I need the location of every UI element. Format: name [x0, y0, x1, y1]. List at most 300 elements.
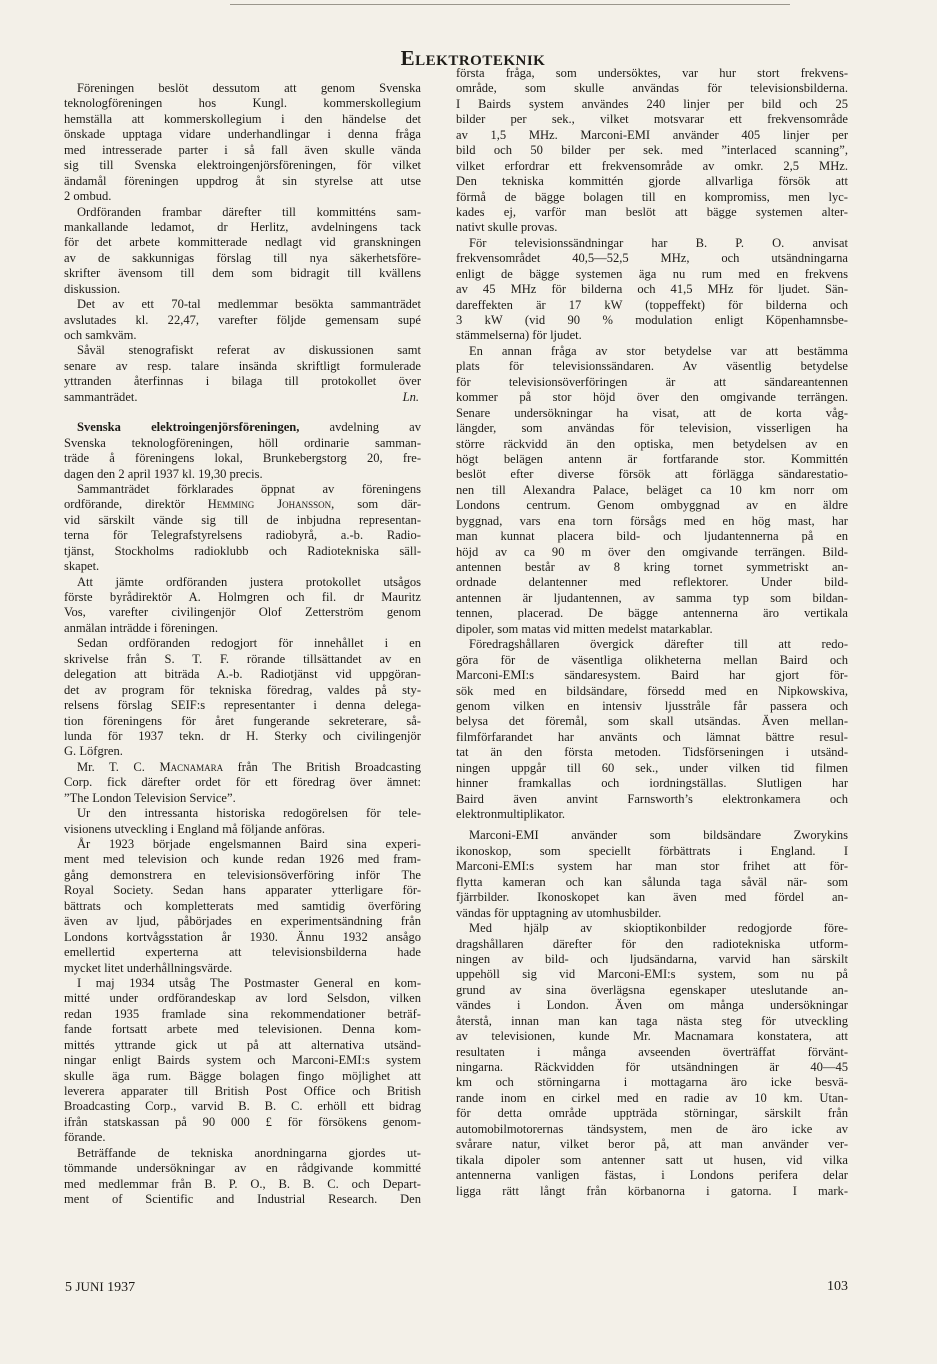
text-line	[64, 991, 421, 1006]
line-text: leverera apparater till British Post Office och British	[64, 1084, 421, 1098]
text-line	[456, 560, 848, 575]
line-text: teknologföreningen hos Kungl. kommerskollegium	[64, 96, 421, 111]
text-line	[64, 852, 421, 867]
line-text: av 45 MHz för bilderna och 41,5 MHz för ljudet. Sän-	[456, 282, 848, 297]
line-text: fande fortsatt arbete med televisionen. Denna kom-	[64, 1022, 421, 1037]
text-line	[64, 1007, 421, 1022]
text-line	[64, 251, 421, 266]
text-line	[64, 451, 421, 466]
line-text: Svenska teknologföreningen, höll ordinarie samman-	[64, 435, 421, 450]
paragraph-gap	[64, 405, 421, 420]
text-line	[64, 127, 421, 142]
line-text: träde å föreningens lokal, Brunkebergstorg 20, fre-	[64, 451, 421, 466]
line-text: Marconi-EMI:s system har man stor frihet att för-	[456, 859, 848, 874]
line-text: anmälan inträdde i föreningen.	[64, 620, 218, 635]
line-text: från The British Broadcasting	[223, 759, 421, 774]
line-text: bild och 50 bilder per sek. med ”interlaced scanning”,	[456, 143, 848, 158]
footer-year: 1937	[107, 1280, 136, 1295]
text-line	[456, 1060, 848, 1075]
line-text: ändamål föreningen uppdrog åt sin styrelse att utse	[64, 173, 421, 188]
text-line	[64, 482, 421, 497]
line-text: grund av sina överlägsna egenskaper uteslutande an-	[456, 982, 848, 997]
text-line	[456, 251, 848, 266]
text-line	[456, 344, 848, 359]
line-text: mittés yttrande gick ut på att alternativa utsänd-	[64, 1037, 421, 1052]
text-line	[456, 684, 848, 699]
text-line	[64, 961, 421, 976]
line-text: byggnad, vars ena torn försågs med en hög mast, har	[456, 513, 848, 528]
line-text: uppehöll sig vid Marconi-EMI:s system, som nu på	[456, 967, 848, 982]
left-column	[64, 81, 421, 1208]
text-line	[456, 1029, 848, 1044]
line-text: Det av ett 70-tal medlemmar besökta sammanträdet	[77, 297, 421, 312]
text-line	[456, 1091, 848, 1106]
text-line	[456, 952, 848, 967]
line-text: högt belägen antenn är fortfarande stor. Kommittén	[456, 451, 848, 466]
text-line	[456, 529, 848, 544]
line-text: ningen uppgår till 60 sek., under vilken tid filmen	[456, 760, 848, 775]
text-line	[64, 189, 421, 204]
line-text: Att jämte ordföranden justera protokollet utsågos	[77, 574, 421, 589]
line-text: enligt de bägge systemen äga nu rum med en frekvens	[456, 266, 848, 281]
line-text: första fråga, som undersöktes, var hur stort frekvens-	[456, 66, 848, 80]
line-text: Royal Society. Sedan hans apparater ytterligare för-	[64, 883, 421, 898]
text-line	[456, 313, 848, 328]
line-text: tjänst, Stockholms radioklubb och Radiotekniska säll-	[64, 543, 421, 558]
line-text: mitté under ordförandeskap av lord Selsdon, vilken	[64, 991, 421, 1006]
text-line	[456, 1137, 848, 1152]
text-line	[456, 267, 848, 282]
line-text: rande inom en cirkel med en radie av 10 km. Utan-	[456, 1090, 848, 1105]
line-text: vändas för upptagning av utomhusbilder.	[456, 905, 662, 920]
text-line	[456, 921, 848, 936]
line-text: skrifter ävensom till dem som bidragit till kvällens	[64, 266, 421, 281]
author-signature: Ln.	[402, 389, 419, 404]
line-text: skulle äga rum. Bägge bolagen fingo möjlighet att	[64, 1068, 421, 1083]
text-line	[456, 699, 848, 714]
text-line	[64, 297, 421, 312]
text-line	[64, 605, 421, 620]
text-line	[64, 513, 421, 528]
line-text: Föredragshållaren övergick därefter till att redo-	[469, 637, 848, 652]
text-line	[64, 621, 421, 636]
line-text: önskade upptaga vidare underhandlingar i denna fråga	[64, 127, 421, 142]
line-text: beslöt efter diverse försök att förlägga sändarestatio-	[456, 467, 848, 482]
line-text: ningarna. Räckvidden för utsändningen är 40—45	[456, 1060, 848, 1074]
line-text: fjärrbilder. Ikonoskopet kan även med fördel an-	[456, 890, 848, 905]
text-line	[64, 914, 421, 929]
text-line	[64, 528, 421, 543]
line-text: dagen den 2 april 1937 kl. 19,30 precis.	[64, 466, 263, 481]
text-line	[456, 807, 848, 822]
text-line	[64, 220, 421, 235]
line-text: gång demonstrera en televisionsöverföring inför The	[64, 867, 421, 882]
line-text: mankallande ledamot, dr Herlitz, avdelningens tack	[64, 219, 421, 234]
line-text: redan 1935 framlade sina rekommendationer beträf-	[64, 1006, 421, 1021]
text-line	[456, 159, 848, 174]
footer-day: 5	[65, 1280, 72, 1295]
text-line	[64, 899, 421, 914]
text-line	[64, 1053, 421, 1068]
line-text: vid särskilt vände sig till de inbjudna representan-	[64, 512, 421, 527]
line-text: I Bairds system användes 240 linjer per bild och 25	[456, 96, 848, 111]
text-line	[456, 714, 848, 729]
text-line	[64, 930, 421, 945]
line-text: förste byrådirektör A. Holmgren och fil. dr Mauritz	[64, 590, 421, 604]
line-text: svårare natur, vilket beror på, att man använder ver-	[456, 1137, 848, 1152]
line-text: G. Löfgren.	[64, 744, 123, 759]
line-text: elektronmultiplikator.	[456, 807, 566, 821]
line-text: förande.	[64, 1130, 106, 1145]
line-text: km och störningarna i mottagarna äro icke besvä-	[456, 1075, 848, 1090]
text-line	[64, 1115, 421, 1130]
text-line	[456, 467, 848, 482]
footer-month: JUNI	[75, 1279, 104, 1294]
line-text: mycket litet underhållningsvärde.	[64, 960, 233, 975]
right-column	[456, 66, 848, 1199]
text-line	[64, 652, 421, 667]
text-line	[64, 112, 421, 127]
line-text: Vos, varefter civilingenjör Olof Zetterström genom	[64, 605, 421, 620]
line-text: ifrån statskassan på 90 000 £ för försökens genom-	[64, 1114, 421, 1129]
text-line	[456, 421, 848, 436]
line-text: förmå de bägge bolagen till en kompromiss, men lyc-	[456, 189, 848, 204]
text-line	[456, 1153, 848, 1168]
text-line	[456, 937, 848, 952]
running-head: Elektroteknik	[400, 46, 546, 70]
text-line	[64, 436, 421, 451]
text-line	[64, 1084, 421, 1099]
text-line	[64, 636, 421, 651]
line-text: automobilmotorernas tändsystem, men de äro icke av	[456, 1121, 848, 1136]
line-text: avdelning av	[299, 420, 422, 435]
text-line	[456, 328, 848, 343]
line-text: Mr. T. C.	[77, 759, 160, 774]
line-text: Den tekniska kommittén gjorde allvarliga försök att	[456, 174, 848, 189]
text-line	[456, 828, 848, 843]
line-text: återstå, innan man kan taga nästa steg för utveckling	[456, 1013, 848, 1028]
text-line	[456, 1075, 848, 1090]
person-name: Macnamara	[159, 759, 224, 774]
text-line	[456, 375, 848, 390]
text-line	[456, 844, 848, 859]
line-text: belysa det föremål, som skall utsändas. Även mellan-	[456, 714, 848, 729]
text-line	[64, 575, 421, 590]
text-line	[456, 730, 848, 745]
line-text: sig till Svenska elektroingenjörsföreningen, för vilket	[64, 158, 421, 173]
line-text: terna för Telegrafstyrelsens radiobyrå, a.-b. Radio-	[64, 528, 421, 543]
text-line	[456, 983, 848, 998]
line-text: sök med en bildsändare, försedd med en Nipkowskiva,	[456, 683, 848, 698]
line-text: antennen består av 8 kring tornet symmetriskt an-	[456, 560, 848, 574]
text-line	[456, 66, 848, 81]
text-line	[64, 775, 421, 790]
line-text: göra för de väsentliga olikheterna mellan Baird och	[456, 652, 848, 667]
text-line	[64, 698, 421, 713]
line-text: Sammanträdet förklarades öppnat av föreningens	[77, 481, 421, 496]
text-line	[456, 406, 848, 421]
line-text: En annan fråga av stor betydelse var att bestämma	[469, 343, 848, 358]
text-line	[456, 591, 848, 606]
text-line	[456, 452, 848, 467]
text-line	[64, 544, 421, 559]
line-text: antennen är ljudantennen, av samma typ som bildan-	[456, 590, 848, 605]
line-text: större räckvidd än den optiska, men betydelsen av en	[456, 436, 848, 451]
text-line	[64, 374, 421, 389]
text-line	[64, 729, 421, 744]
text-line	[64, 791, 421, 806]
text-line	[456, 359, 848, 374]
text-line	[456, 112, 848, 127]
line-text: för det arbete kommitterade nedlagt vid granskningen	[64, 235, 421, 250]
text-line	[456, 1014, 848, 1029]
text-line	[64, 282, 421, 297]
text-line	[64, 174, 421, 189]
text-line	[64, 1146, 421, 1161]
text-line	[456, 97, 848, 112]
line-text: För televisionssändningar har B. P. O. anvisat	[469, 235, 848, 250]
text-line	[64, 328, 421, 343]
text-line	[64, 1177, 421, 1192]
text-line	[64, 467, 421, 482]
text-line	[64, 945, 421, 960]
line-text: kades ej, varför man beslöt att bägge systemen alter-	[456, 204, 848, 219]
line-text: längder, som användas för television, visserligen ha	[456, 421, 848, 436]
text-line	[456, 1045, 848, 1060]
line-text: avslutades kl. 22,47, varefter följde gemensam supé	[64, 312, 421, 327]
text-line	[456, 653, 848, 668]
line-text: ningen av bild- och ljudsändarna, varvid han särskilt	[456, 951, 848, 966]
line-text: senare av resp. talare insända skriftligt formulerade	[64, 358, 421, 373]
text-line	[456, 792, 848, 807]
text-line	[456, 875, 848, 890]
text-line	[456, 220, 848, 235]
text-line	[456, 282, 848, 297]
text-line	[64, 1038, 421, 1053]
line-text: diskussion.	[64, 281, 121, 296]
line-text: delegation att biträda A.-b. Radiotjänst vid uppgöran-	[64, 667, 421, 682]
text-line	[64, 837, 421, 852]
text-line	[64, 390, 421, 405]
text-line	[456, 190, 848, 205]
line-text: ordförande, direktör	[64, 497, 208, 512]
line-text: tat än den första metoden. Tidsförseningen i utsänd-	[456, 745, 848, 760]
line-text: stämmelserna) för ljudet.	[456, 328, 582, 343]
line-text: nativt skulle provas.	[456, 220, 558, 235]
line-text: vändes i London. Även om många undersökningar	[456, 998, 848, 1013]
line-text: Ordföranden frambar därefter till kommitténs sam-	[77, 204, 421, 219]
line-text: även av ljud, påbörjades en experimentsändning från	[64, 914, 421, 929]
line-text: Londons centrum. Genom ombyggnad av en äldre	[456, 498, 848, 513]
text-line	[64, 714, 421, 729]
line-text: ligga rätt långt från körbanorna i gatorna. I mark-	[456, 1183, 848, 1198]
line-text: för televisionsöverföringen är att sändareantennen	[456, 374, 848, 389]
line-text: bilder per sek., vilket motsvarar ett frekvensområde	[456, 112, 848, 127]
line-text: flytta kameran och kan sålunda taga såväl när- som	[456, 874, 848, 889]
line-text: Ur den intressanta historiska redogörelsen för tele-	[77, 806, 421, 821]
text-line	[64, 590, 421, 605]
text-line	[456, 390, 848, 405]
text-line	[64, 822, 421, 837]
text-line	[456, 859, 848, 874]
line-text: lunda för 1937 tekn. dr H. Sterky och civilingenjör	[64, 728, 421, 743]
line-text: kommer på stor höjd över den omgivande terrängen.	[456, 390, 848, 405]
page-number: 103	[827, 1279, 848, 1294]
text-line	[456, 776, 848, 791]
text-line	[64, 1130, 421, 1145]
text-line	[64, 359, 421, 374]
text-line	[64, 667, 421, 682]
line-text: ordnade delantenner med reflektorer. Under bild-	[456, 575, 848, 590]
text-line	[456, 890, 848, 905]
line-text: ment of Scientific and Industrial Research. Den	[64, 1192, 421, 1207]
text-line	[456, 761, 848, 776]
line-text: hemställa att kommerskollegium i den händelse det	[64, 111, 421, 126]
line-text: ningar enligt Bairds system och Marconi-EMI:s system	[64, 1053, 421, 1068]
line-text: , som där-	[331, 497, 421, 512]
text-line	[64, 143, 421, 158]
line-text: 2 ombud.	[64, 189, 112, 204]
text-line	[456, 236, 848, 251]
line-text: Corp. fick därefter ordet för ett föredrag över ämnet:	[64, 775, 421, 790]
line-text: Senare undersökningar ha visat, att de korta våg-	[456, 405, 848, 420]
line-text: plats för televisionssändaren. Av väsentlig betydelse	[456, 359, 848, 374]
line-text: År 1923 började engelsmannen Baird sina experi-	[77, 837, 421, 851]
text-line	[64, 343, 421, 358]
line-text: bättrats och kompletterats med samtidig överföring	[64, 898, 421, 913]
line-text: Såväl stenografiskt referat av diskussionen samt	[77, 343, 421, 358]
line-text: Baird även anvint Farnsworth’s elektronkamera och	[456, 791, 848, 806]
line-text: I maj 1934 utsåg The Postmaster General en kom-	[77, 975, 421, 990]
text-line	[64, 81, 421, 96]
footer-date	[65, 1279, 135, 1296]
line-text: Londons kortvågsstation år 1930. Ännu 1932 ansågo	[64, 929, 421, 944]
line-text: det av program för tekniska föredrag, valdes på sty-	[64, 682, 421, 697]
line-text: emellertid experterna att televisionsbilderna hade	[64, 945, 421, 960]
line-text: tennen, placerad. De bägge antennerna äro vertikala	[456, 606, 848, 621]
line-text: relsens förslag SEIF:s representanter i denna delega-	[64, 698, 421, 713]
line-text: av de sakkunnigas förslag till nya säkerhetsföre-	[64, 250, 421, 265]
text-line	[456, 622, 848, 637]
line-text: med intresserade parter i så fall även skulle vända	[64, 142, 421, 157]
text-line	[456, 668, 848, 683]
text-line	[64, 1069, 421, 1084]
text-line	[64, 1022, 421, 1037]
text-line	[64, 96, 421, 111]
line-text: och samkväm.	[64, 328, 137, 342]
text-line	[456, 483, 848, 498]
line-text: resultaten i många avseenden överträffat förvänt-	[456, 1044, 848, 1059]
line-text: skrivelse från S. T. F. rörande tillsättandet av en	[64, 651, 421, 666]
line-text: tikala dipoler som antenner satt ut husen, vid vilka	[456, 1152, 848, 1167]
text-line	[456, 745, 848, 760]
text-line	[456, 514, 848, 529]
text-line	[456, 1122, 848, 1137]
line-text: 3 kW (vid 90 % modulation enligt Köpenhamnsbe-	[456, 313, 848, 327]
line-text: man kunnat placera bild- och ljudantennerna på en	[456, 529, 848, 544]
text-line	[64, 1161, 421, 1176]
text-line	[456, 998, 848, 1013]
text-line	[64, 760, 421, 775]
line-text: av 1,5 MHz. Marconi-EMI använder 405 linjer per	[456, 127, 848, 142]
line-text: Marconi-EMI:s sändaresystem. Baird har gjort för-	[456, 668, 848, 683]
text-line	[64, 559, 421, 574]
line-text: yttranden återfinnas i bilaga till protokollet över	[64, 374, 421, 389]
text-line	[64, 266, 421, 281]
text-line	[456, 575, 848, 590]
line-text: ikonoskop, som speciellt förbättrats i England. I	[456, 843, 848, 858]
text-line	[456, 606, 848, 621]
text-line	[64, 683, 421, 698]
text-line	[456, 906, 848, 921]
line-text: dareffekten är 17 kW (toppeffekt) för bilderna och	[456, 297, 848, 312]
line-text: visionens utveckling i England må följande anföras.	[64, 821, 325, 836]
line-text: genom vilken en intensiv ljusstråle får passera och	[456, 698, 848, 713]
line-text: tömmande undersökningar av en rådgivande kommitté	[64, 1161, 421, 1176]
text-line	[456, 437, 848, 452]
text-line	[64, 744, 421, 759]
line-text: Broadcasting Corp., varvid B. B. C. erhöll ett bidrag	[64, 1099, 421, 1114]
line-text: Med hjälp av skioptikonbilder redogjorde före-	[469, 921, 848, 936]
text-line	[456, 545, 848, 560]
line-text: nen till Alexandra Palace, beläget ca 10 km norr om	[456, 482, 848, 497]
line-text: område, som skulle användas för televisionsbilderna.	[456, 81, 848, 96]
text-line	[64, 235, 421, 250]
line-text: hinner framkallas och iordningställas. Slutligen har	[456, 776, 848, 791]
line-text: dipoler, som matas vid mitten medelst matarkablar.	[456, 621, 713, 636]
text-line	[64, 1099, 421, 1114]
top-rule	[230, 4, 790, 5]
line-text: antennerna vanligen fästas, i Londons perifera delar	[456, 1168, 848, 1183]
text-line	[456, 298, 848, 313]
line-text: dragshållaren därefter för den radiotekniska utform-	[456, 936, 848, 951]
text-line	[456, 174, 848, 189]
text-line	[64, 806, 421, 821]
line-text: frekvensområdet 40,5—52,5 MHz, och utsändningarna	[456, 251, 848, 266]
line-text: Föreningen beslöt dessutom att genom Svenska	[77, 81, 421, 95]
text-line	[456, 1168, 848, 1183]
text-line	[456, 128, 848, 143]
text-line	[456, 143, 848, 158]
text-line	[64, 497, 421, 512]
line-text: Sedan ordföranden redogjort för innehållet i en	[77, 636, 421, 651]
line-text: Marconi-EMI använder som bildsändare Zworykins	[469, 828, 848, 843]
line-text: skapet.	[64, 559, 100, 574]
line-text: sammanträdet.	[64, 389, 138, 404]
line-text: med medlemmar från B. P. O., B. B. C. och Depart-	[64, 1176, 421, 1191]
line-text: vilket erfordrar ett frekvensområde av omkr. 2,5 MHz.	[456, 158, 848, 173]
text-line	[64, 158, 421, 173]
line-text: höjd av ca 90 m över den omgivande terrängen. Bild-	[456, 544, 848, 559]
line-text: tion föreningens för året fungerande sekreterare, så-	[64, 713, 421, 728]
text-line	[64, 205, 421, 220]
line-text: filmförfarandet har använts och lämnat bättre resul-	[456, 729, 848, 744]
text-line	[456, 967, 848, 982]
line-text: för detta område uppträda störningar, särskilt från	[456, 1106, 848, 1121]
line-text: ”The London Television Service”.	[64, 790, 236, 805]
line-text: Beträffande de tekniska anordningarna gjordes ut-	[77, 1145, 421, 1160]
section-heading: Svenska elektroingenjörsföreningen,	[77, 420, 300, 435]
text-line	[456, 1184, 848, 1199]
text-line	[456, 81, 848, 96]
line-text: ment med television och kunde redan 1926 med fram-	[64, 852, 421, 867]
text-line	[64, 313, 421, 328]
text-line	[456, 205, 848, 220]
text-line	[64, 883, 421, 898]
line-text: av televisionen, kunde Mr. Macnamara konstatera, att	[456, 1029, 848, 1044]
text-line	[64, 868, 421, 883]
text-line	[64, 420, 421, 435]
